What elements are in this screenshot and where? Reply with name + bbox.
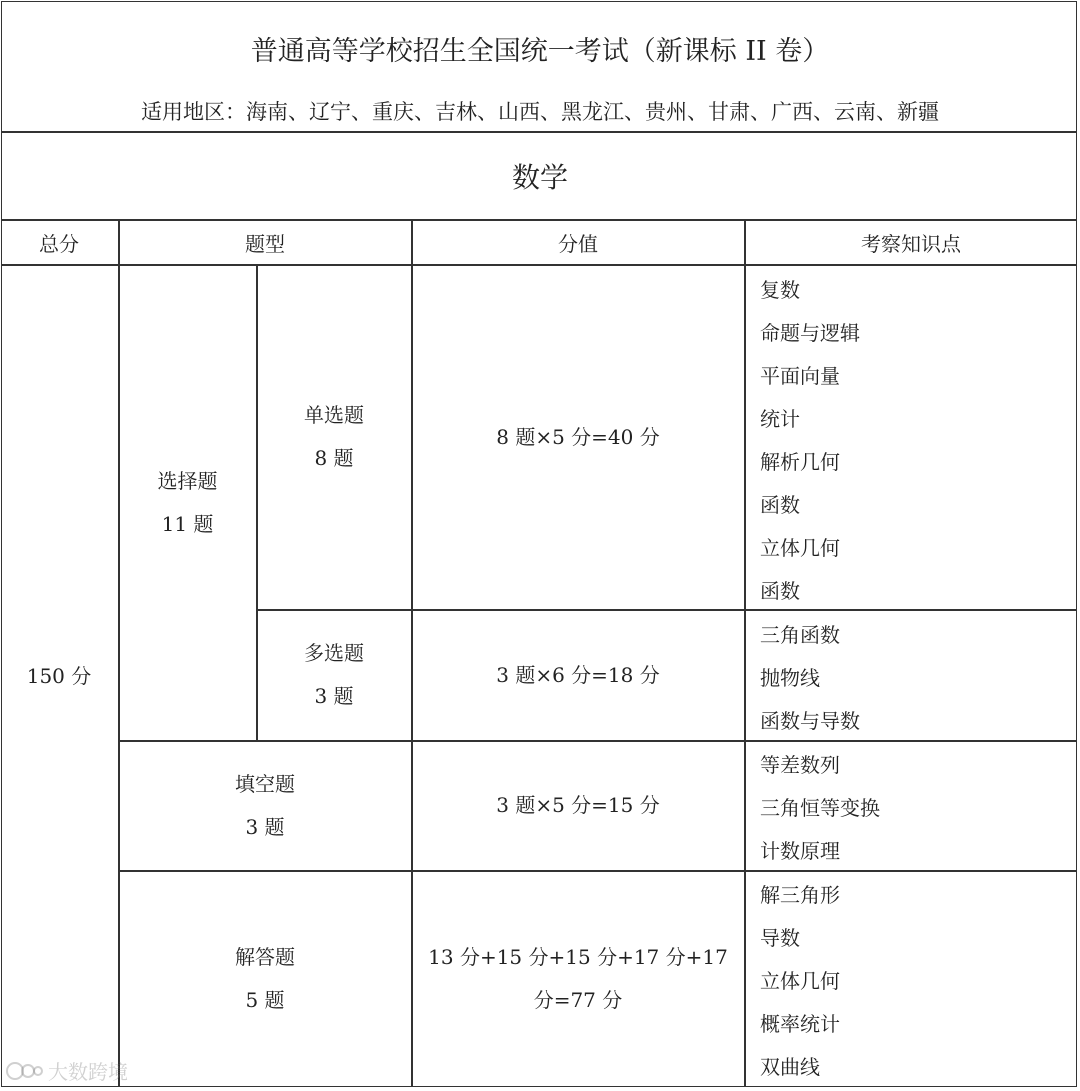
knowledge-point: 函数与导数: [760, 709, 860, 733]
section-name: 单选题: [304, 403, 364, 427]
answer-score: [412, 871, 744, 1087]
page-title: [0, 28, 1080, 68]
knowledge-point: 等差数列: [760, 753, 840, 777]
knowledge-point: 复数: [760, 278, 800, 302]
title-text: 普通高等学校招生全国统一考试（新课标 II 卷）: [250, 35, 830, 67]
knowledge-point: 立体几何: [760, 536, 840, 560]
col-header-score: [412, 220, 744, 264]
section-name: 选择题: [157, 468, 218, 493]
knowledge-point: 计数原理: [760, 839, 840, 863]
section-name: 填空题: [235, 771, 295, 796]
knowledge-point: 双曲线: [760, 1055, 820, 1079]
total-score: [0, 265, 118, 1087]
knowledge-point: 平面向量: [760, 364, 840, 388]
knowledge-point: 统计: [760, 407, 800, 431]
knowledge-point: 导数: [760, 926, 800, 950]
col-header-total: [0, 220, 118, 264]
total-text: 150 分: [26, 663, 92, 688]
knowledge-point: 函数: [760, 493, 800, 517]
section-count: 3 题: [245, 814, 285, 839]
regions-text: 适用地区：海南、辽宁、重庆、吉林、山西、黑龙江、贵州、甘肃、广西、云南、新疆: [141, 100, 939, 124]
answer-type: [119, 871, 411, 1087]
score-text: 8 题×5 分=40 分: [496, 424, 660, 449]
col-header-text: 总分: [39, 231, 79, 256]
score-text: 分=77 分: [533, 988, 623, 1012]
knowledge-point: 命题与逻辑: [760, 321, 860, 345]
knowledge-point: 函数: [760, 579, 800, 603]
col-header-text: 考察知识点: [861, 231, 961, 256]
knowledge-point: 解三角形: [760, 883, 840, 907]
col-header-points: [745, 220, 1077, 264]
subject-text: 数学: [511, 160, 568, 194]
choice-section: [119, 265, 256, 740]
section-count: 3 题: [314, 684, 354, 708]
watermark-logo-icon: [4, 1060, 44, 1082]
knowledge-point: 解析几何: [760, 450, 840, 474]
knowledge-point: 概率统计: [760, 1012, 840, 1036]
score-text: 3 题×6 分=18 分: [496, 662, 660, 687]
multi-choice-type: [257, 610, 411, 740]
section-name: 解答题: [235, 945, 295, 969]
single-choice-score: [412, 265, 744, 609]
knowledge-point: 抛物线: [760, 666, 820, 690]
multi-choice-score: [412, 610, 744, 740]
section-name: 多选题: [304, 641, 364, 665]
col-header-text: 分值: [558, 231, 598, 256]
section-count: 11 题: [161, 511, 214, 536]
score-text: 3 题×5 分=15 分: [496, 793, 660, 817]
single-choice-type: [257, 265, 411, 609]
score-text: 13 分+15 分+15 分+17 分+17: [428, 945, 728, 969]
watermark: [4, 1056, 128, 1085]
knowledge-point: 三角恒等变换: [760, 796, 880, 820]
regions-line: [0, 92, 1080, 130]
col-header-text: 题型: [245, 231, 285, 256]
knowledge-point: 立体几何: [760, 969, 840, 993]
subject-title: [0, 132, 1080, 219]
watermark-text: 大数跨境: [48, 1060, 128, 1084]
divider: [744, 219, 746, 1087]
knowledge-point: 三角函数: [760, 623, 840, 647]
section-count: 5 题: [245, 988, 285, 1012]
fill-blank-type: [119, 741, 411, 870]
col-header-type: [119, 220, 411, 264]
section-count: 8 题: [314, 446, 354, 470]
fill-blank-score: [412, 741, 744, 870]
